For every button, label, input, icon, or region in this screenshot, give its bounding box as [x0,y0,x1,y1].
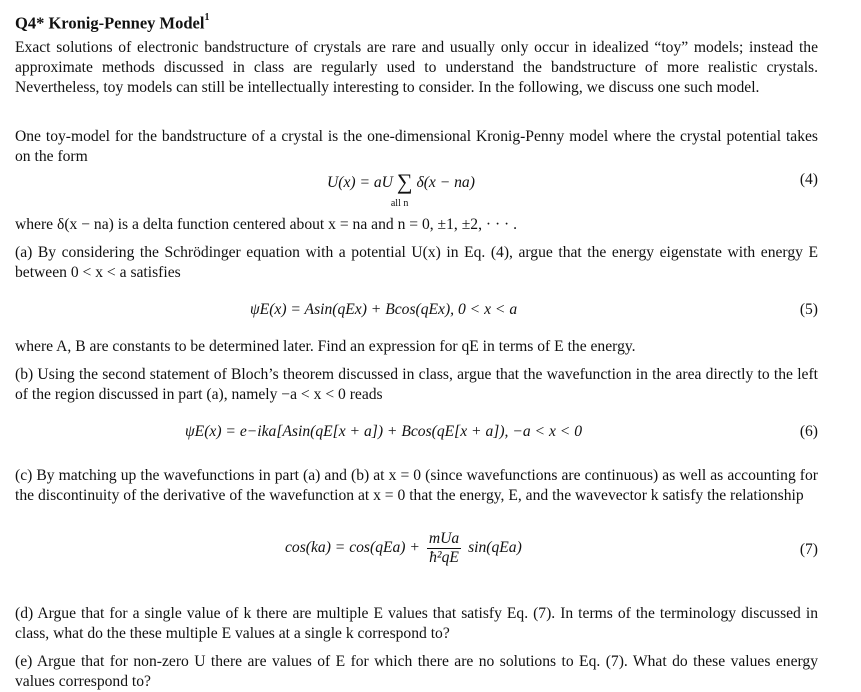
constants-paragraph: where A, B are constants to be determined later. Find an expression for qE in terms of E the energy. [15,338,636,355]
equation-4-body [327,169,475,209]
equation-4-sum [390,169,413,209]
part-e-paragraph: (e) Argue that for non-zero U there are values of E for which there are no solutions to Eq. (7). What do these values energy values correspond to? [15,653,818,690]
part-a-paragraph: (a) By considering the Schrödinger equation with a potential U(x) in Eq. (4), argue that the energy eigenstate with energy E between 0 < x < a satisfies [15,244,818,281]
fraction-denominator: ħ²qE [429,549,459,566]
sum-limit: all n [390,198,409,209]
title-footnote-mark: 1 [204,12,210,23]
equation-7-body [285,530,522,567]
equation-5-body: ψE(x) = Asin(qEx) + Bcos(qEx), 0 < x < a [250,301,518,318]
intro-paragraph: Exact solutions of electronic bandstructure of crystals are rare and usually only occur in idealized “toy” models; instead the approximate methods discussed in class are regularly used to understand the bandstructure of more realistic crystals. Nevertheless, toy models can still be intellectually interesting to consider. In the following, we discuss one such model. [15,39,818,96]
part-c-paragraph: (c) By matching up the wavefunctions in part (a) and (b) at x = 0 (since wavefunctions are continuous) as well as accounting for the discontinuity of the derivative of the wavefunction at x = 0 that the energy, E, and the wavevector k satisfy the relationship [15,467,818,504]
problem-title [15,10,209,34]
model-paragraph: One toy-model for the bandstructure of a crystal is the one-dimensional Kronig-Penny model where the crystal potential takes on the form [15,128,818,165]
equation-4-right: δ(x − na) [416,174,475,191]
part-d-paragraph: (d) Argue that for a single value of k there are multiple E values that satisfy Eq. (7). In terms of the terminology discussed in class, what do the these multiple E values at a single k correspond to? [15,605,818,642]
equation-4-number: (4) [799,171,818,188]
fraction-numerator: mUa [428,530,460,547]
delta-definition-paragraph: where δ(x − na) is a delta function centered about x = na and n = 0, ±1, ±2, · · · . [15,216,518,233]
part-b-paragraph: (b) Using the second statement of Bloch’s theorem discussed in class, argue that the wavefunction in the area directly to the left of the region discussed in part (a), namely −a < x < 0 reads [15,366,818,403]
equation-7 [15,530,818,580]
equation-6-number: (6) [799,423,818,440]
equation-5 [15,300,818,340]
equation-4-left: U(x) = aU [327,174,393,191]
equation-7-right: sin(qEa) [468,539,522,557]
equation-5-number: (5) [799,301,818,318]
equation-7-fraction [427,530,461,567]
equation-6-body: ψE(x) = e−ika[Asin(qE[x + a]) + Bcos(qE[x + a]), −a < x < 0 [185,423,582,440]
equation-7-left: cos(ka) = cos(qEa) + [285,539,420,557]
problem-title-text: Q4* Kronig-Penney Model [15,13,205,33]
equation-7-number: (7) [799,541,818,558]
equation-6 [15,422,818,462]
equation-4 [15,170,818,210]
sigma-symbol: ∑ [396,169,413,194]
